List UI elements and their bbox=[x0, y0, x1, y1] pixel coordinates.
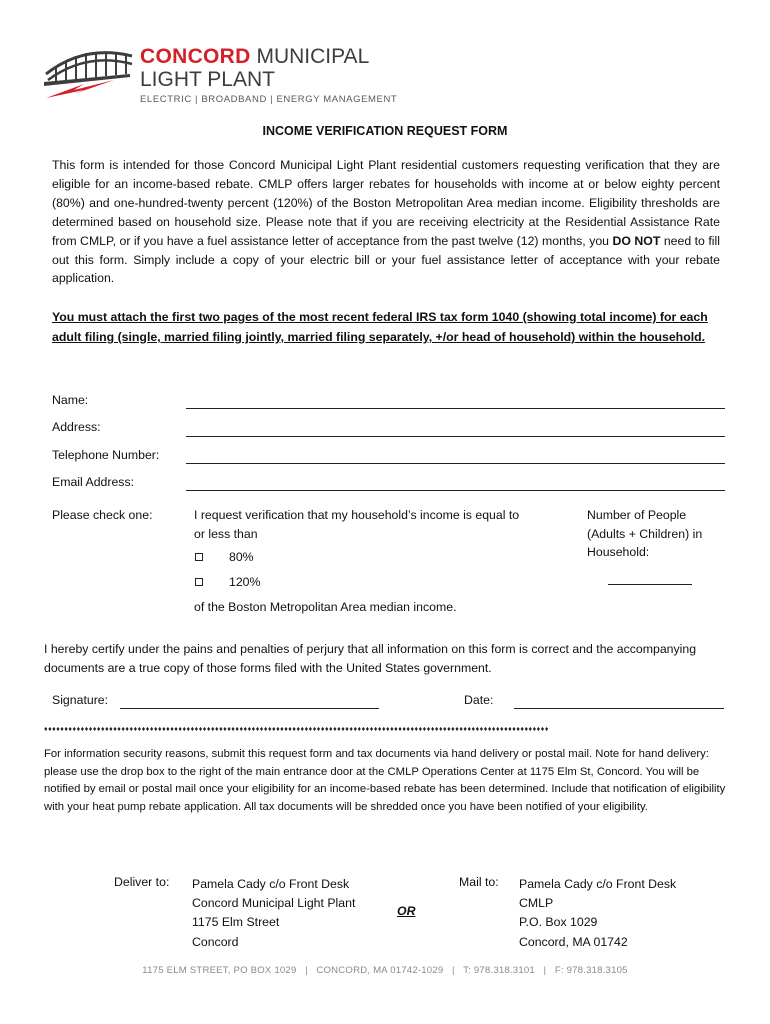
option-80[interactable] bbox=[194, 550, 254, 564]
date-field[interactable] bbox=[514, 708, 724, 709]
bridge-lightning-logo-icon bbox=[44, 44, 136, 100]
check-label: Please check one: bbox=[52, 508, 153, 522]
deliver-line: 1175 Elm Street bbox=[192, 915, 280, 930]
or-text: OR bbox=[397, 904, 416, 918]
phone-label: Telephone Number: bbox=[52, 448, 160, 462]
date-label: Date: bbox=[464, 693, 494, 707]
security-note: For information security reasons, submit this request form and tax documents via hand delivery or postal mail. Note for hand delivery: please use the drop box to the right of the main entrance door at the CMLP Operations Center at 1175 Elm St, Concord. You will be notified by email or postal mail once your eligibility for an income-based rebate has been determined. Include that notification of eligibility with your heat pump rebate application. All tax documents will be shredded once you have been notified of your eligibility. bbox=[44, 748, 726, 813]
logo-name-line2: LIGHT PLANT bbox=[140, 68, 275, 91]
checkbox-80[interactable] bbox=[195, 553, 203, 561]
option-120[interactable] bbox=[194, 575, 260, 589]
form-title: INCOME VERIFICATION REQUEST FORM bbox=[262, 124, 508, 138]
email-field[interactable] bbox=[186, 490, 725, 491]
deliver-line: Pamela Cady c/o Front Desk bbox=[192, 877, 350, 891]
median-text: of the Boston Metropolitan Area median income. bbox=[194, 600, 457, 614]
option-80-label: 80% bbox=[229, 550, 254, 564]
logo-name-line1: CONCORD MUNICIPAL bbox=[140, 45, 370, 68]
deliver-label: Deliver to: bbox=[114, 875, 170, 889]
address-field[interactable] bbox=[186, 436, 725, 437]
mail-line: CMLP bbox=[519, 896, 554, 911]
name-field[interactable] bbox=[186, 408, 725, 409]
cmlp-logo bbox=[44, 42, 404, 108]
signature-field[interactable] bbox=[120, 708, 379, 709]
mail-line: Concord, MA 01742 bbox=[519, 934, 628, 949]
phone-field[interactable] bbox=[186, 463, 725, 464]
deliver-line: Concord bbox=[192, 934, 239, 949]
certify-paragraph: I hereby certify under the pains and penalties of perjury that all information on this form is correct and the accompanying documents are a true copy of those forms filed with the United States government. bbox=[44, 642, 697, 675]
address-label: Address: bbox=[52, 420, 101, 434]
deliver-address bbox=[192, 875, 355, 952]
intro-bold: DO NOT bbox=[612, 233, 661, 248]
deliver-line: Concord Municipal Light Plant bbox=[192, 896, 356, 911]
attach-notice: You must attach the first two pages of the most recent federal IRS tax form 1040 (showing total income) for each adult filing (single, married filing jointly, married filing separately, +/or head of household) within the household. bbox=[52, 310, 708, 344]
email-label: Email Address: bbox=[52, 475, 135, 489]
intro-paragraph: This form is intended for those Concord Municipal Light Plant residential customers requesting verification that they are eligible for an income-based rebate. CMLP offers larger rebates for households with income at or below eighty percent (80%) and one-hundred-twenty percent (120%) of the Boston Metropolitan Area median income. Eligibility thresholds are determined based on household size. Please note that if you are receiving electricity at the Residential Assistance Rate from CMLP, or if you have a fuel assistance letter of acceptance from the past twelve (12) months, you DO NOT need to fill out this form. Simply include a copy of your electric bill or your fuel assistance letter of acceptance with your rebate application. bbox=[52, 158, 720, 286]
logo-tagline: ELECTRIC | BROADBAND | ENERGY MANAGEMENT bbox=[140, 94, 398, 105]
mail-label: Mail to: bbox=[459, 875, 499, 889]
mail-address bbox=[519, 875, 676, 952]
name-label: Name: bbox=[52, 393, 89, 407]
option-120-label: 120% bbox=[229, 575, 261, 589]
mail-line: P.O. Box 1029 bbox=[519, 915, 598, 930]
signature-label: Signature: bbox=[52, 693, 109, 707]
check-text: I request verification that my household’s income is equal to or less than bbox=[194, 508, 520, 541]
diamond-divider: ♦♦♦♦♦♦♦♦♦♦♦♦♦♦♦♦♦♦♦♦♦♦♦♦♦♦♦♦♦♦♦♦♦♦♦♦♦♦♦♦♦♦♦♦♦♦♦♦♦♦♦♦♦♦♦♦♦♦♦♦♦♦♦♦♦♦♦♦♦♦♦♦♦♦♦♦♦♦♦♦♦♦♦♦♦♦♦♦♦♦♦♦♦♦♦♦♦♦♦♦♦♦♦♦♦♦♦♦♦♦♦♦♦♦♦♦♦♦♦♦♦♦♦♦ bbox=[44, 726, 549, 733]
people-label: Number of People (Adults + Children) in Household: bbox=[587, 508, 703, 559]
checkbox-120[interactable] bbox=[195, 578, 203, 586]
mail-line: Pamela Cady c/o Front Desk bbox=[519, 877, 677, 891]
people-field[interactable] bbox=[608, 584, 692, 585]
page-footer: 1175 ELM STREET, PO BOX 1029 | CONCORD, MA 01742-1029 | T: 978.318.3101 | F: 978.318.3105 bbox=[142, 965, 628, 976]
